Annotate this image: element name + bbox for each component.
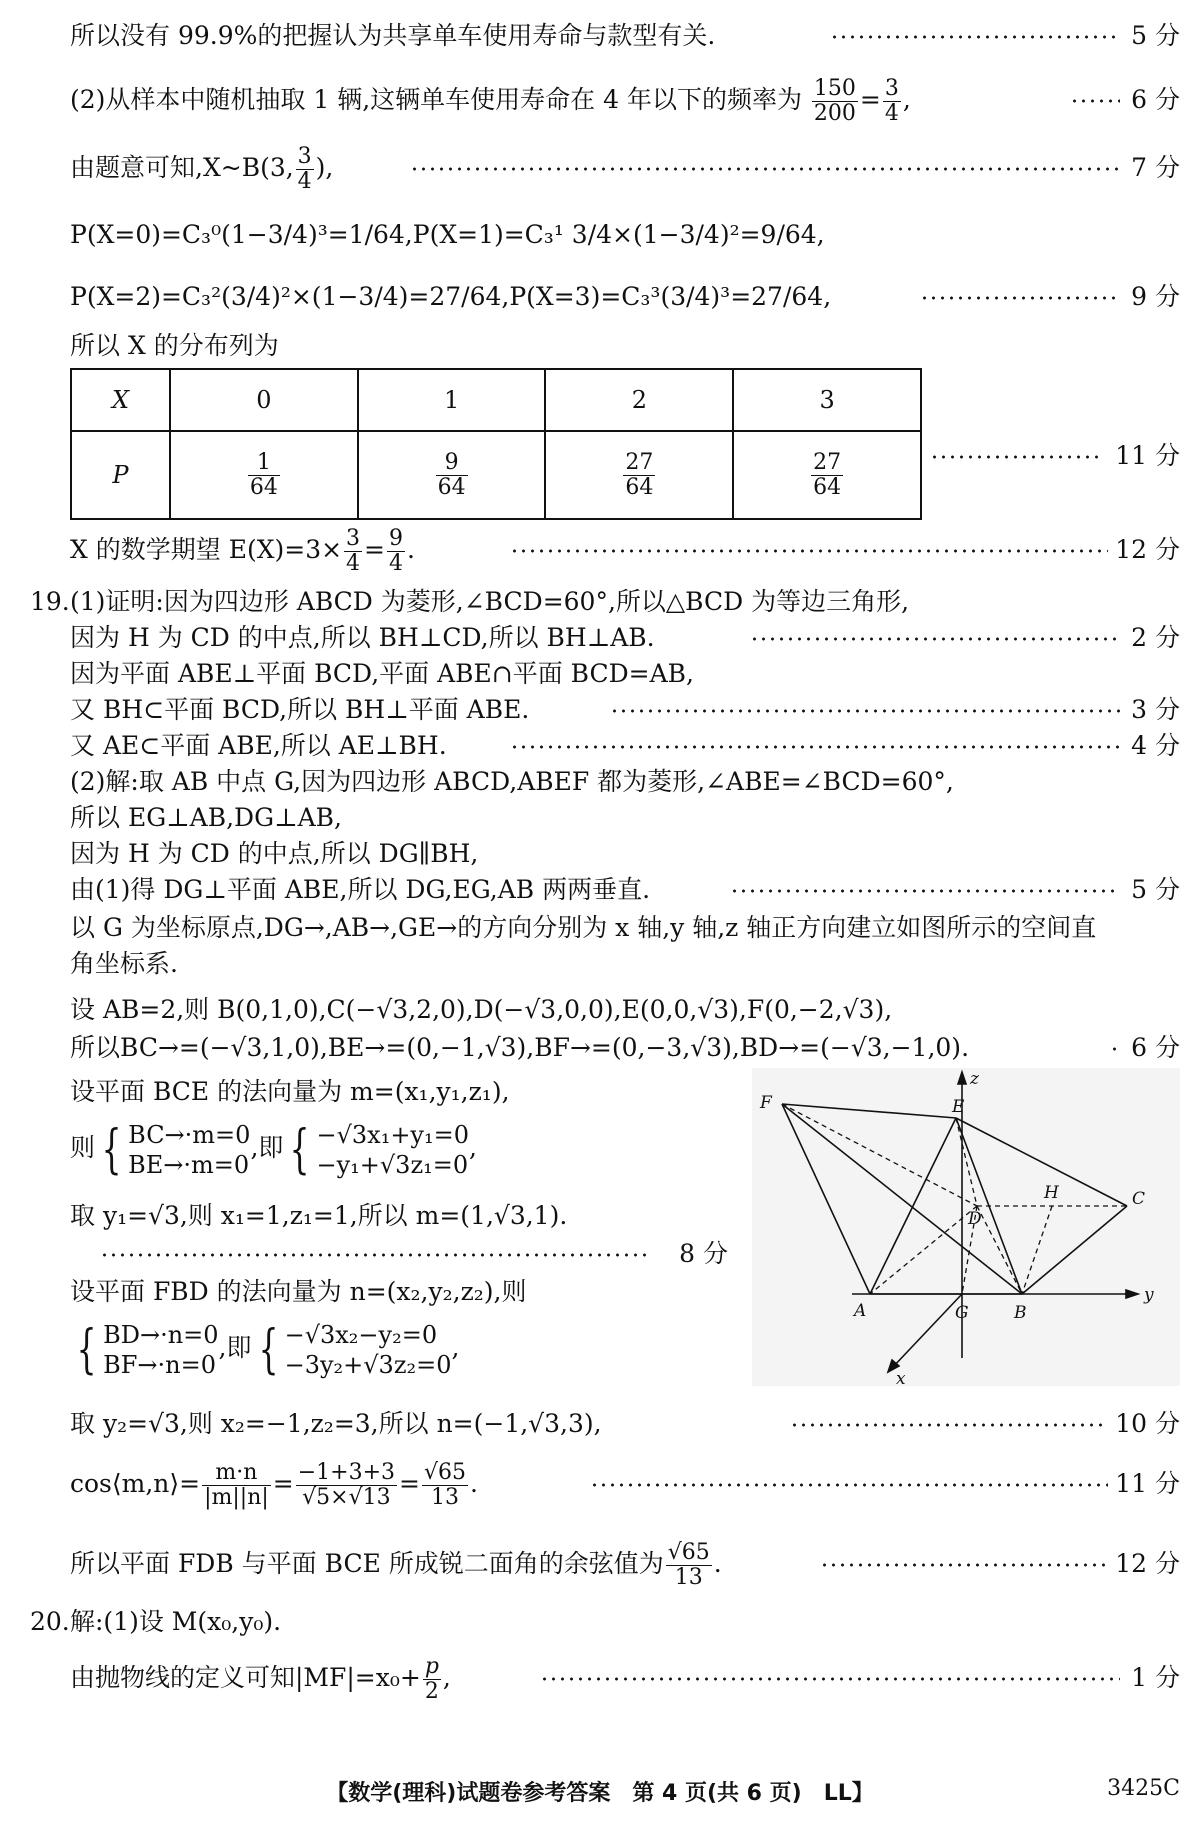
leader-dots [410,167,1120,171]
q19-line: 设 AB=2,则 B(0,1,0),C(−√3,2,0),D(−√3,0,0),E(0,0,√3),F(0,−2,√3), [70,995,893,1024]
table-cell [545,431,733,519]
label-A: A [854,1301,867,1321]
q19-line: 又 BH⊂平面 BCD,所以 BH⊥平面 ABE. 3 分 [70,692,1180,728]
line-binomial: 由题意可知,X~B(3, $\frac{3}{4}$ ), 7 分 [70,140,1180,196]
q19-cos-line: cos⟨m,n⟩= $\frac{m\cdot n}{|m||n|}$ = $\frac{-1+3+3}{√5\times√13}$ = $\frac{√65}{13}$ . 11 分 [70,1452,1180,1516]
table-cell: P [71,431,170,519]
q19-line: 设平面 FBD 的法向量为 n=(x₂,y₂,z₂),则 [70,1277,527,1306]
leader-dots [1070,99,1120,103]
geometry-diagram [752,1068,1180,1386]
score: 11 分 [1115,1469,1180,1498]
leader-dots [510,549,1108,553]
fraction: $\frac{3}{4}$ [297,144,312,194]
q19-line: (2)解:取 AB 中点 G,因为四边形 ABCD,ABEF 都为菱形,∠ABE=∠BCD=60°, [70,767,954,796]
score: 10 分 [1115,1409,1180,1438]
fraction: $\frac{3}{4}$ [346,526,361,576]
fraction: $\frac{9}{4}$ [389,526,403,576]
table-cell: 1 [358,369,546,431]
x-axis [892,1294,962,1368]
score: 9 分 [1131,282,1180,311]
leader-dots [920,296,1120,300]
edge-FE [782,1104,956,1118]
q19-line [70,1236,728,1272]
q20-line: 由抛物线的定义可知|MF|=x₀+ $\frac{p}{2}$ , 1 分 [70,1648,1180,1708]
edge-EC [956,1118,1127,1206]
page-footer: 【数学(理科)试题卷参考答案 第 4 页(共 6 页) LL】 [326,1781,874,1806]
table-cell: 2 [545,369,733,431]
q19-line: (1)证明:因为四边形 ABCD 为菱形,∠BCD=60°,所以△BCD 为等边三角形, [70,587,910,616]
coordinate-figure [752,1068,1180,1386]
q19-line: 所以BC→=(−√3,1,0),BE→=(0,−1,√3),BF→=(0,−3,√3),BD→=(−√3,−1,0). 6 分 [70,1030,1180,1066]
q20-line: 解:(1)设 M(x₀,y₀). [70,1607,282,1636]
fraction: $\frac{27}{64}$ [625,449,654,500]
fraction: $\frac{150}{200}$ [813,76,856,126]
score: 6 分 [1131,1033,1180,1062]
leader-dots [100,1253,646,1257]
table-row [71,369,921,431]
line-dist-intro: 所以 X 的分布列为 [70,331,279,360]
label-D: D [968,1209,982,1229]
leader-dots [540,1677,1120,1681]
leader-dots [590,1483,1108,1487]
leader-dots [1110,1047,1120,1051]
fraction: $\frac{√65}{13}$ [667,1540,710,1590]
line-prob-2-3: P(X=2)=C₃²(3/4)²×(1−3/4)=27/64,P(X=3)=C₃³(3/4)³=27/64, 9 分 [70,272,1180,322]
z-arrow-icon [958,1072,966,1084]
fraction: $\frac{3}{4}$ [884,76,899,126]
label-F: F [760,1093,772,1113]
paper-code: 3425C [1107,1776,1180,1801]
leader-dots [730,889,1120,893]
score: 1 分 [1131,1663,1180,1692]
fraction: $\frac{m\cdot n}{|m||n|}$ [204,1460,269,1510]
fraction: $\frac{p}{2}$ [424,1654,439,1704]
fraction: $\frac{9}{64}$ [437,449,466,500]
line-frequency: (2)从样本中随机抽取 1 辆,这辆单车使用寿命在 4 年以下的频率为 $\frac{150}{200}$ = $\frac{3}{4}$ , 6 分 [70,72,1180,128]
q19-line: 设平面 BCE 的法向量为 m=(x₁,y₁,z₁), [70,1077,510,1106]
label-y: y [1144,1285,1154,1305]
score: 2 分 [1131,623,1180,652]
brace-icon: { [258,1319,278,1380]
dashed-ED [956,1118,977,1206]
distribution-table [70,368,922,520]
edge-EA [870,1118,956,1294]
table-cell [358,431,546,519]
q19-line: 取 y₁=√3,则 x₁=1,z₁=1,所以 m=(1,√3,1). [70,1201,568,1230]
leader-dots [750,637,1120,641]
brace-icon: { [290,1119,310,1180]
q19-line: 由(1)得 DG⊥平面 ABE,所以 DG,EG,AB 两两垂直. 5 分 [70,872,1180,908]
leader-dots [510,745,1120,749]
score: 5 分 [1131,21,1180,50]
fraction: $\frac{1}{64}$ [249,449,278,500]
leader-dots [820,1563,1108,1567]
score: 3 分 [1131,695,1180,724]
q19-line: 以 G 为坐标原点,DG→,AB→,GE→的方向分别为 x 轴,y 轴,z 轴正方向建立如图所示的空间直 [70,913,1097,942]
q19-conclusion: 所以平面 FDB 与平面 BCE 所成锐二面角的余弦值为 $\frac{√65}{13}$ . 12 分 [70,1534,1180,1594]
question-number: 19. [30,587,70,616]
q19-system-m: 则 { BC→·m=0 BE→·m=0 ,即 { −√3x₁+y₁=0 −y₁+√3z₁=0 , [70,1119,477,1180]
brace-icon: { [76,1319,97,1380]
label-H: H [1044,1183,1059,1203]
leader-dots [790,1423,1108,1427]
q19-line: 角坐标系. [70,949,178,978]
leader-dots [830,35,1120,39]
score: 8 分 [679,1239,728,1268]
table-row [71,431,921,519]
q19-line: 又 AE⊂平面 ABE,所以 AE⊥BH. 4 分 [70,728,1180,764]
leader-dots [930,455,1100,459]
fraction: $\frac{-1+3+3}{√5\times√13}$ [297,1460,396,1510]
table-cell: X [71,369,170,431]
table-cell [170,431,358,519]
brace-icon: { [101,1119,122,1180]
line-expectation: X 的数学期望 E(X)=3× $\frac{3}{4}$ = $\frac{9}{4}$ . 12 分 [70,522,1180,578]
line-prob-0-1: P(X=0)=C₃⁰(1−3/4)³=1/64,P(X=1)=C₃¹ 3/4×(1−3/4)²=9/64, [70,220,825,249]
dashed-DB [977,1206,1022,1294]
score: 4 分 [1131,731,1180,760]
table-cell: 3 [733,369,921,431]
table-cell: 0 [170,369,358,431]
line-table-score [930,438,1180,474]
label-G: G [955,1303,969,1323]
label-z: z [970,1069,979,1089]
dashed-FD [782,1104,977,1206]
fraction: $\frac{√65}{13}$ [423,1460,466,1510]
score: 12 分 [1115,535,1180,564]
y-arrow-icon [1126,1290,1138,1298]
score: 11 分 [1115,441,1180,470]
table-cell [733,431,921,519]
q19-line: 因为 H 为 CD 的中点,所以 DG∥BH, [70,839,479,868]
q19-line: 因为 H 为 CD 的中点,所以 BH⊥CD,所以 BH⊥AB. 2 分 [70,620,1180,656]
dashed-DA [870,1206,977,1294]
score: 7 分 [1131,153,1180,182]
label-E: E [952,1097,965,1117]
fraction: $\frac{27}{64}$ [813,449,842,500]
label-x: x [896,1369,906,1386]
edge-FA [782,1104,870,1294]
q19-system-n: { BD→·n=0 BF→·n=0 ,即 { −√3x₂−y₂=0 −3y₂+√3z₂=0 , [76,1319,460,1380]
edge-BC [1022,1206,1127,1294]
q19-line: 取 y₂=√3,则 x₂=−1,z₂=3,所以 n=(−1,√3,3), 10 分 [70,1406,1180,1442]
label-B: B [1014,1303,1027,1323]
line-conclusion: 所以没有 99.9%的把握认为共享单车使用寿命与款型有关. 5 分 [70,18,1180,54]
score: 5 分 [1131,875,1180,904]
label-C: C [1132,1189,1146,1209]
score: 12 分 [1115,1549,1180,1578]
leader-dots [610,709,1120,713]
question-number: 20. [30,1607,70,1636]
q19-line: 所以 EG⊥AB,DG⊥AB, [70,803,342,832]
q19-line: 因为平面 ABE⊥平面 BCD,平面 ABE∩平面 BCD=AB, [70,659,694,688]
score: 6 分 [1131,85,1180,114]
